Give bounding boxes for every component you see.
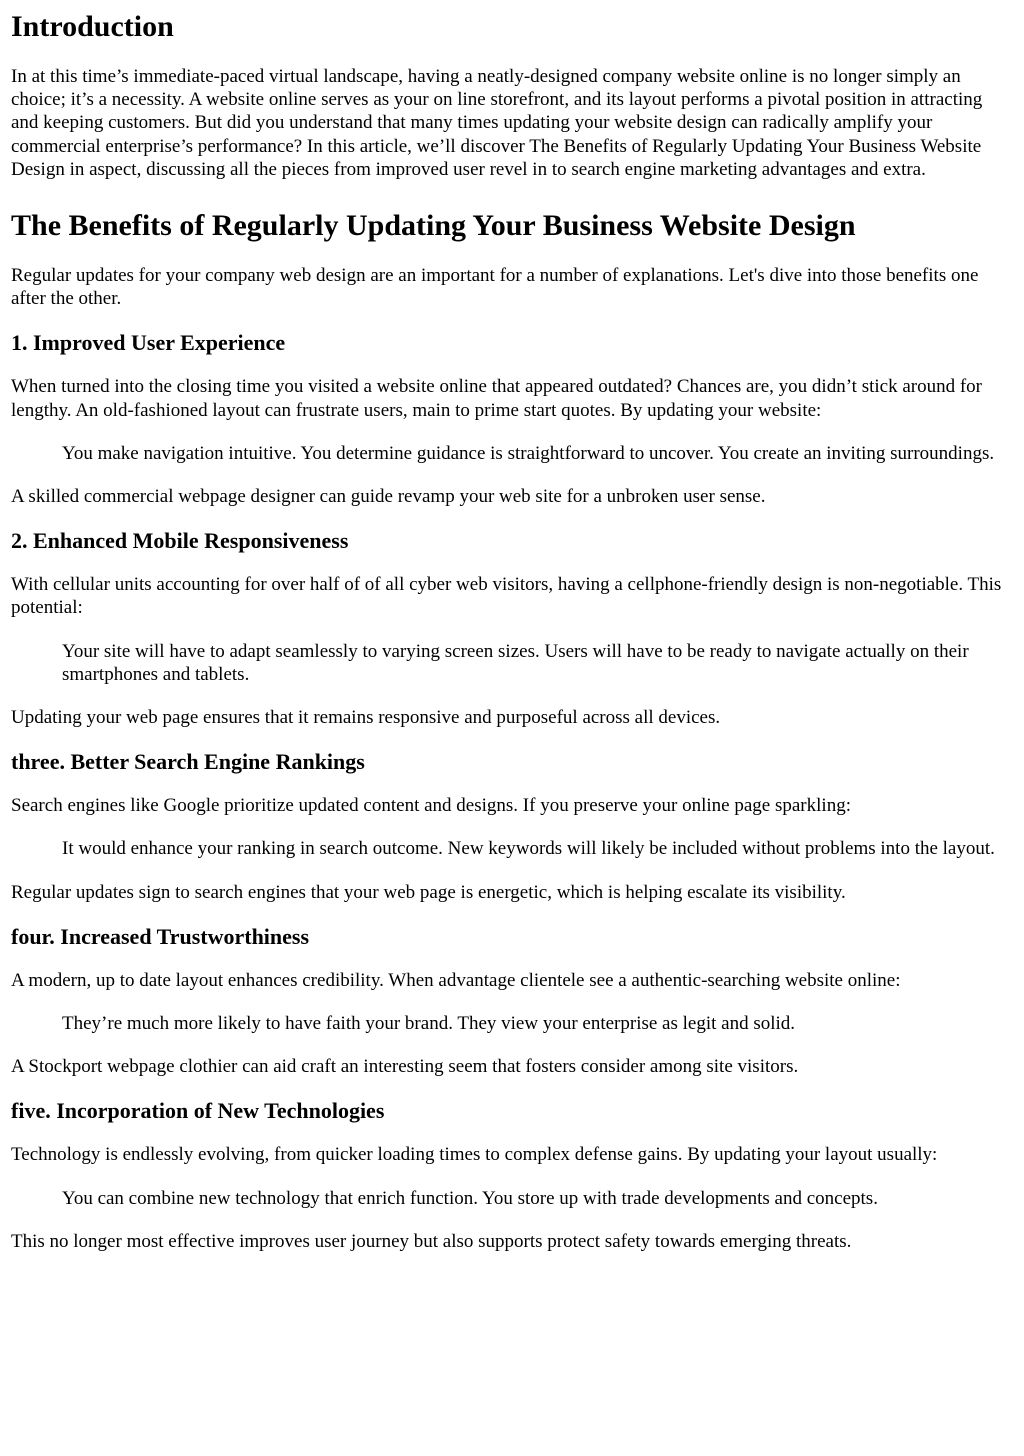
section-lead-paragraph: Technology is endlessly evolving, from quicker loading times to complex defense gains. By updating your layout usually: <box>11 1144 938 1166</box>
section-lead-paragraph: When turned into the closing time you visited a website online that appeared outdated? Chances are, you didn’t stick around for lengthy. An old-fashioned layout can frustrate users, main to prime start quotes. By updating your website: <box>11 376 983 421</box>
section-increased-trustworthiness <box>11 924 1013 1079</box>
section-lead-paragraph: A modern, up to date layout enhances credibility. When advantage clientele see a authentic-searching website online: <box>11 969 901 991</box>
section-closing-paragraph: A Stockport webpage clothier can aid craft an interesting seem that fosters consider among site visitors. <box>11 1056 799 1078</box>
section-closing-paragraph: A skilled commercial webpage designer can guide revamp your web site for a unbroken user sense. <box>11 486 766 508</box>
section-quote: You can combine new technology that enrich function. You store up with trade developments and concepts. <box>62 1187 878 1209</box>
section-heading: three. Better Search Engine Rankings <box>11 749 365 775</box>
section-better-search-engine-rankings <box>11 749 1013 904</box>
section-incorporation-of-new-technologies <box>11 1098 1013 1253</box>
section-heading: 1. Improved User Experience <box>11 330 286 356</box>
benefits-lead-paragraph: Regular updates for your company web design are an important for a number of explanations. Let's dive into those benefits one after the other. <box>11 265 979 310</box>
article <box>0 10 1024 1253</box>
intro-paragraph: In at this time’s immediate-paced virtual landscape, having a neatly-designed company website online is no longer simply an choice; it’s a necessity. A website online serves as your on line storefront, and its layout performs a pivotal position in attracting and keeping customers. But did you understand that many times updating your website design can radically amplify your commercial enterprise’s performance? In this article, we’ll discover The Benefits of Regularly Updating Your Business Website Design in aspect, discussing all the pieces from improved user revel in to search engine marketing advantages and extra. <box>11 66 983 180</box>
section-improved-user-experience <box>11 330 1013 508</box>
intro-heading: Introduction <box>11 10 174 43</box>
section-enhanced-mobile-responsiveness <box>11 528 1013 729</box>
section-closing-paragraph: Updating your web page ensures that it remains responsive and purposeful across all devices. <box>11 707 721 729</box>
section-quote: Your site will have to adapt seamlessly to varying screen sizes. Users will have to be ready to navigate actually on their smartphones and tablets. <box>62 640 969 685</box>
section-quote: They’re much more likely to have faith your brand. They view your enterprise as legit and solid. <box>62 1013 796 1035</box>
section-quote: You make navigation intuitive. You determine guidance is straightforward to uncover. You create an inviting surroundings. <box>62 442 995 464</box>
section-quote: It would enhance your ranking in search outcome. New keywords will likely be included without problems into the layout. <box>62 838 995 860</box>
section-heading: four. Increased Trustworthiness <box>11 923 310 949</box>
section-lead-paragraph: With cellular units accounting for over half of of all cyber web visitors, having a cellphone-friendly design is non-negotiable. This potential: <box>11 574 1002 619</box>
section-heading: five. Incorporation of New Technologies <box>11 1098 385 1124</box>
section-lead-paragraph: Search engines like Google prioritize updated content and designs. If you preserve your online page sparkling: <box>11 795 851 817</box>
section-heading: 2. Enhanced Mobile Responsiveness <box>11 528 349 554</box>
section-closing-paragraph: This no longer most effective improves user journey but also supports protect safety towards emerging threats. <box>11 1230 852 1252</box>
section-closing-paragraph: Regular updates sign to search engines that your web page is energetic, which is helping escalate its visibility. <box>11 881 846 903</box>
benefits-heading: The Benefits of Regularly Updating Your Business Website Design <box>11 209 856 243</box>
